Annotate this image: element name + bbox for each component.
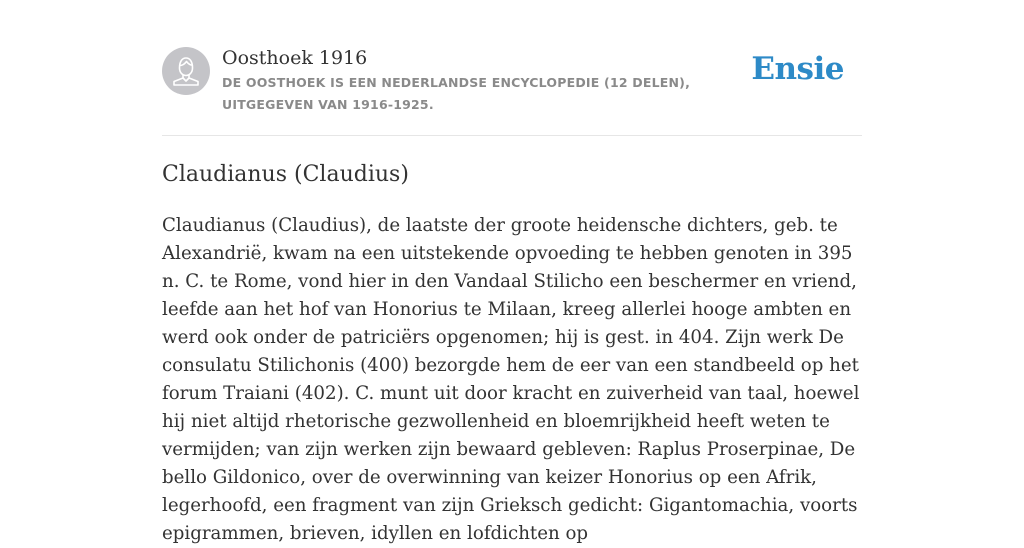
user-icon: [162, 47, 210, 95]
avatar[interactable]: [162, 47, 210, 95]
header-divider: [162, 135, 862, 136]
brand-logo[interactable]: Ensie: [751, 51, 844, 87]
source-description: DE OOSTHOEK IS EEN NEDERLANDSE ENCYCLOPEDIE (12 DELEN), UITGEGEVEN VAN 1916-1925.: [222, 75, 691, 112]
source-title[interactable]: Oosthoek 1916: [222, 47, 368, 69]
entry-title: Claudianus (Claudius): [162, 162, 409, 187]
source-info: [222, 46, 757, 116]
source-header: [162, 46, 862, 116]
entry-body: Claudianus (Claudius), de laatste der groote heidensche dichters, geb. te Alexandrië, kwam na een uitstekende opvoeding te hebben genoten in 395 n. C. te Rome, vond hier in den Vandaal Stilicho een beschermer en vriend, leefde aan het hof van Honorius te Milaan, kreeg allerlei hooge ambten en werd ook onder de patriciërs opgenomen; hij is gest. in 404. Zijn werk De consulatu Stilichonis (400) bezorgde hem de eer van een standbeeld op het forum Traiani (402). C. munt uit door kracht en zuiverheid van taal, hoewel hij niet altijd rhetorische gezwollenheid en bloemrijkheid heeft weten te vermijden; van zijn werken zijn bewaard gebleven: Raplus Proserpinae, De bello Gildonico, over de overwinning van keizer Honorius op een Afrik, legerhoofd, een fragment van zijn Grieksch gedicht: Gigantomachia, voorts epigrammen, brieven, idyllen en lofdichten op: [162, 215, 860, 544]
